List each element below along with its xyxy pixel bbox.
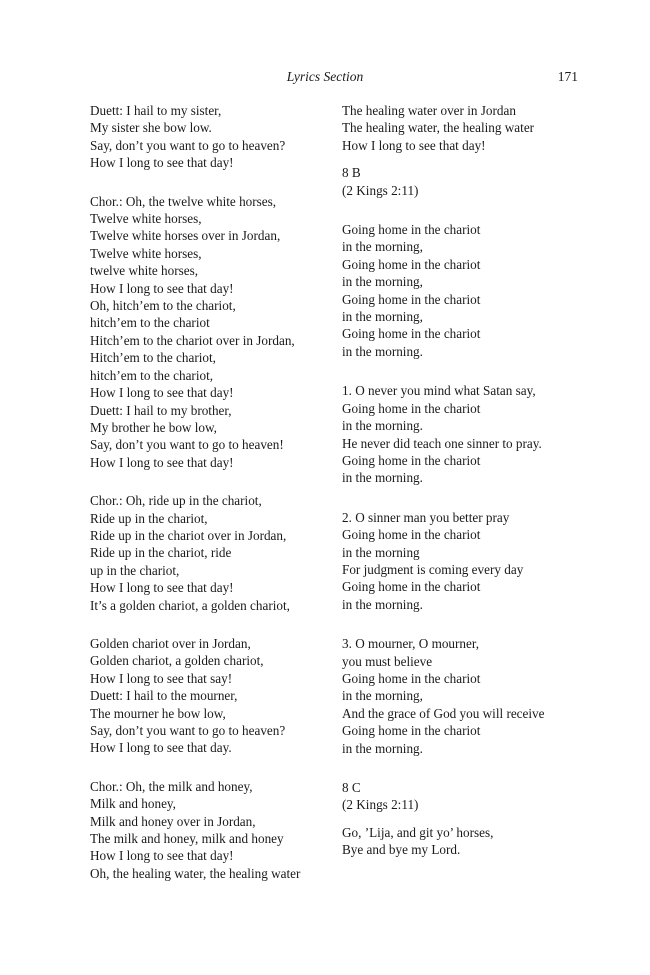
lyric-line: Twelve white horses over in Jordan, [90,228,281,244]
lyric-line: (2 Kings 2:11) [342,797,419,813]
lyric-line: Going home in the chariot [342,326,481,342]
lyric-line: The healing water, the healing water [342,120,535,136]
stanza [342,824,582,859]
lyric-line: Hitch’em to the chariot over in Jordan, [90,332,295,348]
lyric-line: Oh, the healing water, the healing water [90,865,301,881]
lyric-line: My brother he bow low, [90,419,217,435]
lyric-line: Ride up in the chariot over in Jordan, [90,527,287,543]
lyric-line: How I long to see that day! [90,385,234,401]
stanza [90,193,330,472]
lyric-line: Going home in the chariot [342,256,481,272]
lyric-line: The healing water over in Jordan [342,103,516,118]
lyric-line: in the morning, [342,274,423,290]
lyric-line: Twelve white horses, [90,245,202,261]
lyric-line: Go, ’Lija, and git yo’ horses, [342,824,494,840]
lyric-line: 8 C [342,780,361,795]
lyric-line: Chor.: Oh, ride up in the chariot, [90,493,262,509]
stanza [342,779,582,814]
lyric-line: Going home in the chariot [342,222,481,238]
stanza [342,509,582,613]
stanza [90,492,330,614]
stanza [90,102,330,172]
lyric-line: How I long to see that day! [90,848,234,864]
lyric-line: in the morning. [342,418,423,434]
left-lyrics-column [90,102,330,882]
lyric-line: in the morning. [342,470,423,486]
lyric-line: My sister she bow low. [90,120,212,136]
lyric-line: How I long to see that say! [90,670,233,686]
lyric-line: you must believe [342,653,433,669]
lyric-line: It’s a golden chariot, a golden chariot, [90,597,290,613]
page-number: 171 [557,69,578,84]
lyric-line: Say, don’t you want to go to heaven! [90,437,284,453]
lyric-line: Say, don’t you want to go to heaven? [90,137,286,153]
stanza [342,164,582,199]
lyric-line: How I long to see that day! [90,155,234,171]
lyric-line: in the morning. [342,343,423,359]
lyric-line: Going home in the chariot [342,670,481,686]
lyric-line: How I long to see that day! [342,137,486,153]
lyric-line: The milk and honey, milk and honey [90,831,284,847]
lyric-line: Golden chariot, a golden chariot, [90,653,264,669]
lyric-line: For judgment is coming every day [342,561,524,577]
lyric-line: And the grace of God you will receive [342,705,545,721]
running-title: Lyrics Section [286,69,364,84]
lyric-line: Milk and honey over in Jordan, [90,813,256,829]
lyric-line: How I long to see that day! [90,454,234,470]
lyric-line: How I long to see that day! [90,280,234,296]
running-header [0,68,650,88]
lyric-line: Chor.: Oh, the milk and honey, [90,778,253,794]
lyric-line: Going home in the chariot [342,579,481,595]
stanza [342,635,582,757]
lyric-line: Milk and honey, [90,796,176,812]
lyric-line: Going home in the chariot [342,723,481,739]
stanza [90,635,330,757]
lyric-line: He never did teach one sinner to pray. [342,435,542,451]
lyric-line: hitch’em to the chariot, [90,367,214,383]
lyric-line: Bye and bye my Lord. [342,842,461,858]
lyric-line: 2. O sinner man you better pray [342,509,510,525]
lyric-line: Duett: I hail to my brother, [90,402,232,418]
lyric-line: Twelve white horses, [90,211,202,227]
lyric-line: Chor.: Oh, the twelve white horses, [90,193,277,209]
lyric-line: in the morning, [342,688,423,704]
lyric-line: Say, don’t you want to go to heaven? [90,723,286,738]
lyric-line: Going home in the chariot [342,527,481,543]
lyric-line: twelve white horses, [90,263,199,279]
lyric-line: How I long to see that day. [90,740,232,756]
lyric-line: Going home in the chariot [342,291,481,307]
lyric-line: 8 B [342,165,361,181]
lyric-line: in the morning, [342,309,423,325]
right-lyrics-column [342,102,582,859]
lyric-line: Going home in the chariot [342,400,481,416]
lyric-line: up in the chariot, [90,562,180,578]
lyric-line: Duett: I hail to the mourner, [90,688,238,704]
lyric-line: Hitch’em to the chariot, [90,350,216,366]
lyric-line: in the morning, [342,239,423,255]
lyric-line: Golden chariot over in Jordan, [90,635,251,651]
lyric-line: Duett: I hail to my sister, [90,103,222,118]
lyric-line: How I long to see that day! [90,580,234,596]
lyric-line: hitch’em to the chariot [90,315,210,331]
lyric-line: The mourner he bow low, [90,705,226,721]
stanza [342,382,582,486]
lyric-line: Ride up in the chariot, [90,510,208,526]
stanza [342,221,582,360]
lyric-line: 3. O mourner, O mourner, [342,636,480,652]
lyric-line: in the morning. [342,596,423,612]
lyric-line: Ride up in the chariot, ride [90,545,232,561]
lyric-line: 1. O never you mind what Satan say, [342,383,536,399]
lyric-line: (2 Kings 2:11) [342,182,419,198]
lyric-line: Oh, hitch’em to the chariot, [90,298,236,314]
stanza [90,778,330,882]
lyric-line: in the morning [342,544,420,560]
lyric-line: Going home in the chariot [342,452,481,468]
lyric-line: in the morning. [342,740,423,756]
stanza [342,102,582,154]
